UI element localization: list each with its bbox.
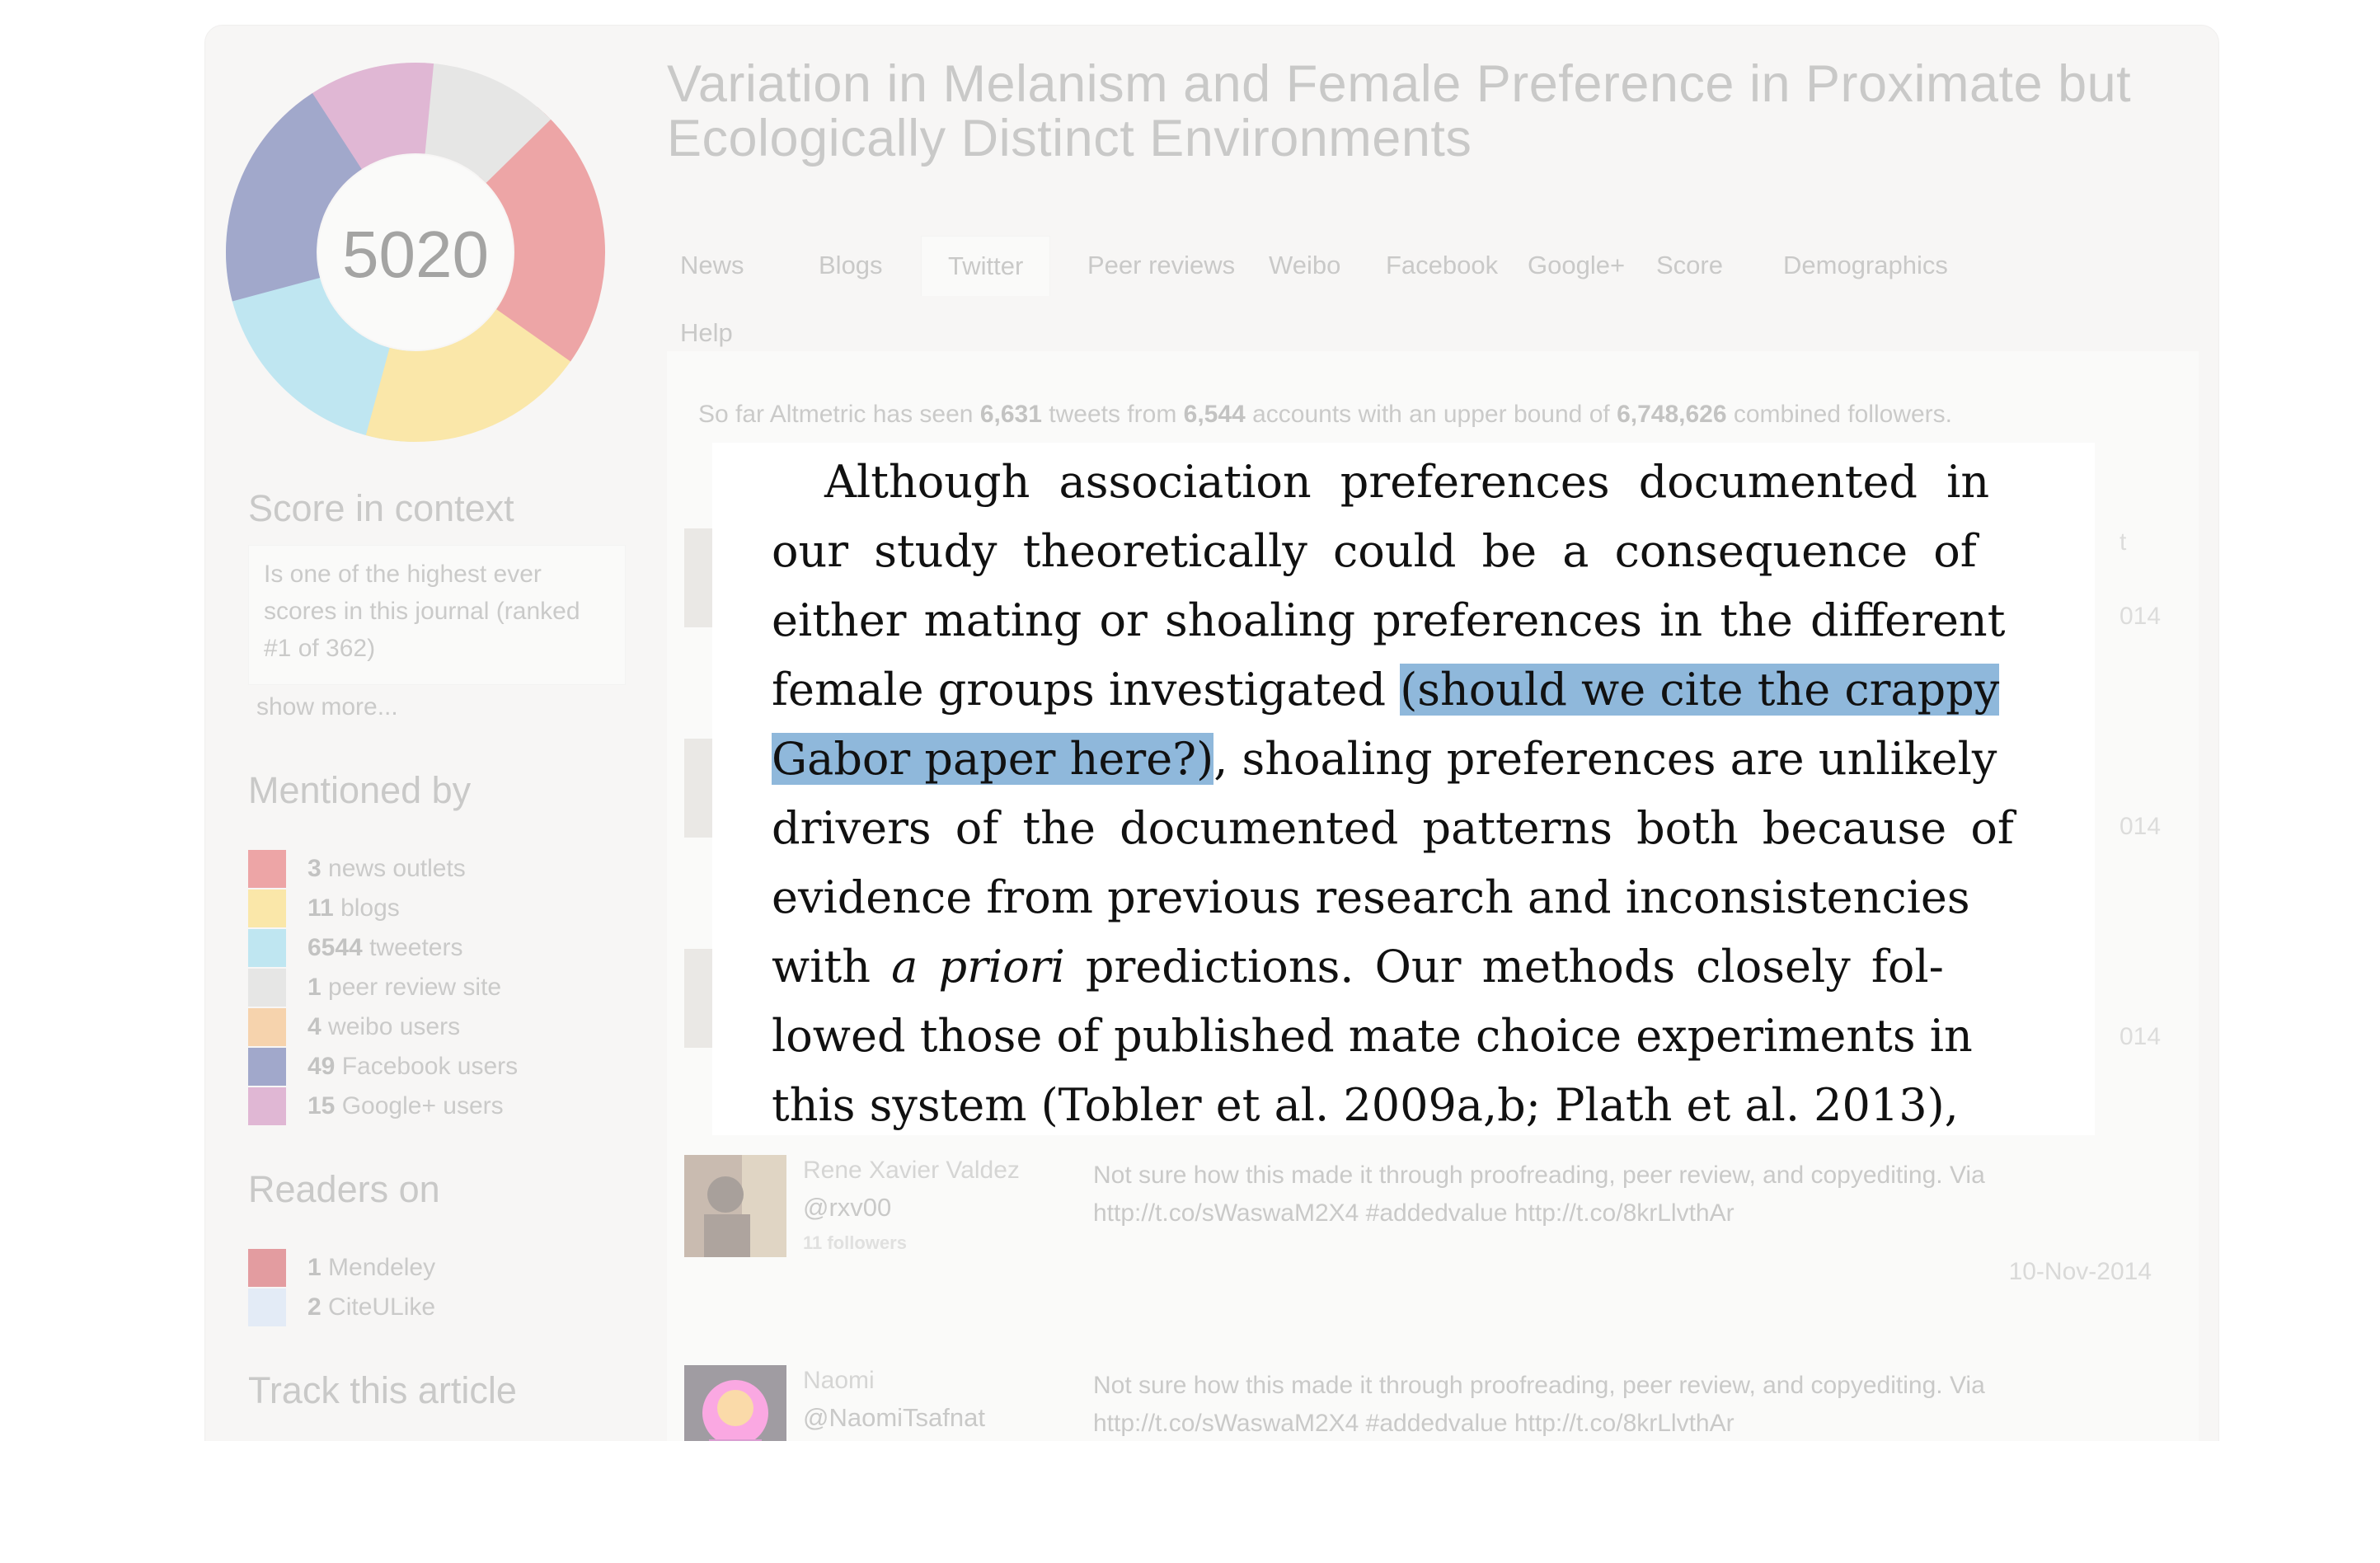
- hidden-date-fragment: 014: [2119, 813, 2162, 840]
- googleplus-swatch: [248, 1087, 286, 1125]
- tweet-author-handle[interactable]: @NaomiTsafnat: [803, 1403, 985, 1432]
- tweeters-swatch: [248, 929, 286, 967]
- tab-help[interactable]: Help: [680, 318, 733, 347]
- tweet-author-name[interactable]: Rene Xavier Valdez: [803, 1157, 1020, 1184]
- score-context-heading: Score in context: [248, 487, 514, 529]
- mention-text: 1 peer review site: [307, 974, 502, 1001]
- hidden-date-fragment: 014: [2119, 603, 2162, 630]
- tweet-text: Not sure how this made it through proofreading, peer review, and copyediting. Via http://t.co/sWaswaM2X4 #addedvalue http://t.co/8krLlvthAr: [1093, 1372, 1985, 1437]
- tab-googleplus[interactable]: Google+: [1528, 251, 1626, 279]
- mention-text: 11 blogs: [307, 894, 400, 922]
- excerpt-line: either mating or shoaling preferences in the different: [772, 594, 2006, 646]
- show-more-link[interactable]: show more...: [256, 693, 398, 720]
- tweet-date: 10-Nov-2014: [2008, 1258, 2152, 1285]
- tab-weibo[interactable]: Weibo: [1269, 251, 1341, 279]
- tweet-item: [684, 1155, 2168, 1353]
- excerpt-line: Although association preferences documented in: [824, 456, 1990, 508]
- excerpt-line: Gabor paper here?), shoaling preferences are unlikely: [772, 733, 1997, 785]
- donut-score: 5020: [342, 218, 489, 291]
- hidden-date-fragment: 014: [2119, 1023, 2162, 1050]
- excerpt-line: drivers of the documented patterns both because of: [772, 802, 2014, 854]
- article-title: Variation in Melanism and Female Preference in Proximate but Ecologically Distinct Environments: [667, 55, 2132, 167]
- tab-news[interactable]: News: [680, 251, 744, 279]
- mention-text: 49 Facebook users: [307, 1053, 519, 1080]
- citeulike-swatch: [248, 1288, 286, 1326]
- tab-twitter[interactable]: Twitter: [921, 236, 1050, 296]
- facebook-swatch: [248, 1048, 286, 1086]
- score-context-text: Is one of the highest ever scores in this journal (ranked #1 of 362): [264, 561, 580, 662]
- reader-text: 1 Mendeley: [307, 1254, 436, 1281]
- tweet-author-name[interactable]: Naomi: [803, 1367, 875, 1394]
- excerpt-line: this system (Tobler et al. 2009a,b; Plath et al. 2013),: [772, 1079, 1959, 1131]
- excerpt-line: evidence from previous research and inconsistencies: [772, 871, 1970, 923]
- tab-facebook[interactable]: Facebook: [1386, 251, 1499, 279]
- tab-demographics[interactable]: Demographics: [1783, 251, 1948, 279]
- tab-blogs[interactable]: Blogs: [819, 251, 883, 279]
- tab-peer-reviews[interactable]: Peer reviews: [1087, 251, 1236, 279]
- twitter-summary: So far Altmetric has seen 6,631 tweets from 6,544 accounts with an upper bound of 6,748,626 combined followers.: [698, 401, 1952, 428]
- peer-review-swatch: [248, 969, 286, 1007]
- news-swatch: [248, 850, 286, 888]
- mentioned-by-heading: Mentioned by: [248, 769, 472, 811]
- tweet-text: Not sure how this made it through proofreading, peer review, and copyediting. Via http://t.co/sWaswaM2X4 #addedvalue http://t.co/8krLlvthAr: [1093, 1162, 1985, 1227]
- avatar[interactable]: [684, 1155, 786, 1257]
- excerpt-line: lowed those of published mate choice experiments in: [772, 1010, 1973, 1062]
- track-heading: Track this article: [248, 1369, 517, 1411]
- hidden-text-fragment: t: [2119, 528, 2127, 556]
- highlighted-comment: (should we cite the crappy: [1400, 664, 2000, 716]
- bottom-fade: [0, 1441, 2380, 1509]
- excerpt-line: female groups investigated (should we cite the crappy: [772, 664, 2000, 716]
- mention-text: 3 news outlets: [307, 855, 466, 882]
- reader-text: 2 CiteULike: [307, 1293, 436, 1321]
- mendeley-swatch: [248, 1249, 286, 1287]
- paper-excerpt-overlay: [712, 443, 2095, 1135]
- score-context-box: [248, 545, 626, 685]
- excerpt-line: with a priori predictions. Our methods closely fol-: [772, 941, 1944, 993]
- weibo-swatch: [248, 1008, 286, 1046]
- altmetric-donut: [222, 59, 609, 446]
- excerpt-line: our study theoretically could be a consequence of: [772, 525, 1977, 577]
- mention-text: 4 weibo users: [307, 1013, 461, 1040]
- tweet-author-handle[interactable]: @rxv00: [803, 1193, 892, 1222]
- blogs-swatch: [248, 889, 286, 927]
- tab-score[interactable]: Score: [1656, 251, 1723, 279]
- mention-text: 15 Google+ users: [307, 1092, 504, 1119]
- tweet-author-followers: 11 followers: [803, 1232, 907, 1253]
- mention-text: 6544 tweeters: [307, 934, 463, 961]
- highlighted-comment: Gabor paper here?): [772, 733, 1214, 785]
- readers-heading: Readers on: [248, 1168, 440, 1210]
